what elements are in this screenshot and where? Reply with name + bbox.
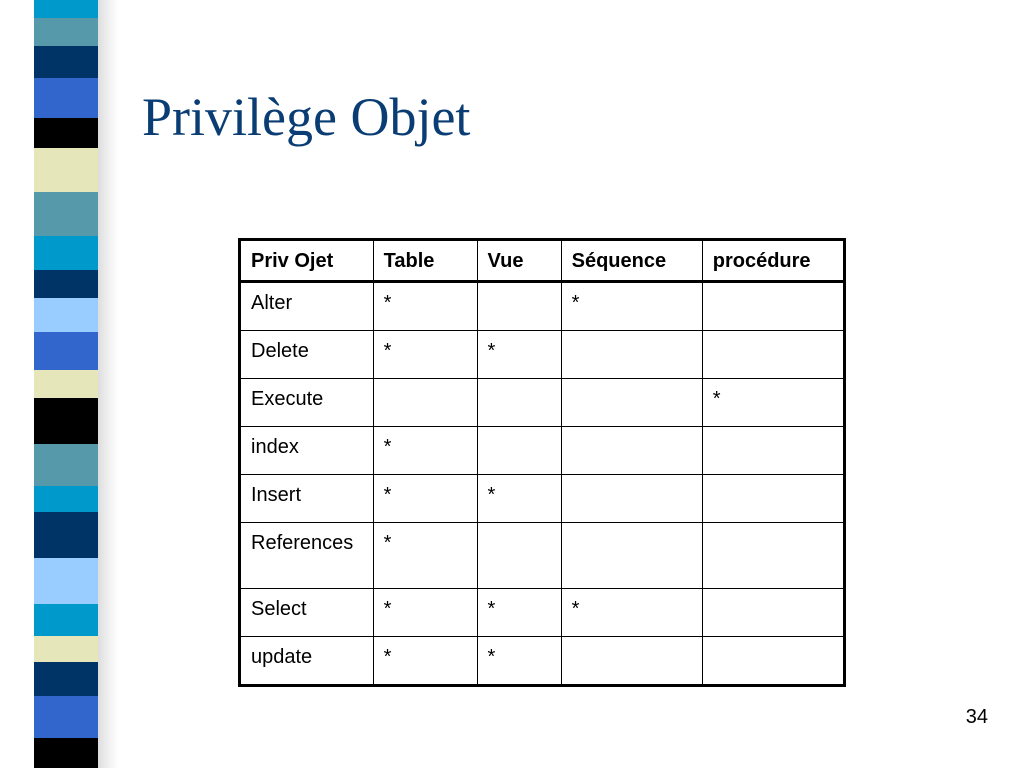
ribbon-stripe [34,46,98,78]
table-cell [561,475,702,523]
table-cell: * [702,379,844,427]
table-cell [702,282,844,331]
column-header: Vue [477,240,561,282]
ribbon-stripe [34,636,98,662]
column-header: procédure [702,240,844,282]
ribbon-stripe [34,370,98,398]
table-cell [702,475,844,523]
table-cell: * [373,523,477,589]
table-cell: * [373,589,477,637]
slide-number: 34 [965,706,988,728]
ribbon-stripe [34,696,98,738]
column-header: Priv Ojet [240,240,374,282]
ribbon-stripe [34,558,98,604]
ribbon-stripe [34,332,98,370]
table-cell [702,331,844,379]
table-row [240,589,845,637]
table-cell: * [561,589,702,637]
table-cell: Select [240,589,374,637]
table-cell: * [561,282,702,331]
table-cell: * [477,475,561,523]
table-cell: * [373,637,477,686]
table-cell [477,282,561,331]
ribbon-stripe [34,512,98,558]
table-cell [561,331,702,379]
table-cell: index [240,427,374,475]
table-row [240,331,845,379]
ribbon-stripe [34,298,98,332]
table-cell: Delete [240,331,374,379]
table-row [240,282,845,331]
table-cell [702,589,844,637]
table-cell: * [373,282,477,331]
table-cell: Execute [240,379,374,427]
table-cell: * [373,427,477,475]
ribbon-stripe [34,18,98,46]
table-cell [477,379,561,427]
table-row [240,427,845,475]
privilege-table [238,238,846,687]
table-row [240,523,845,589]
column-header: Séquence [561,240,702,282]
table-cell: update [240,637,374,686]
table-cell [702,427,844,475]
slide-title: Privilège Objet [142,87,471,147]
table-cell [477,427,561,475]
ribbon-stripe [34,444,98,486]
ribbon-stripe [34,118,98,148]
table-cell: * [373,475,477,523]
ribbon-stripe [34,398,98,444]
ribbon-stripe [34,486,98,512]
table-cell: * [477,637,561,686]
ribbon-stripe [34,78,98,118]
table-cell: Alter [240,282,374,331]
table-cell [561,637,702,686]
table-cell [702,523,844,589]
table-cell: Insert [240,475,374,523]
table-cell: * [477,589,561,637]
table-header-row [240,240,845,282]
ribbon-stripe [34,236,98,270]
table-cell [561,379,702,427]
ribbon-stripe [34,192,98,236]
table-row [240,637,845,686]
table-row [240,379,845,427]
table-cell [561,427,702,475]
ribbon-stripe [34,662,98,696]
ribbon-stripe [34,148,98,192]
table-cell: * [373,331,477,379]
ribbon-stripe [34,270,98,298]
table-cell: References [240,523,374,589]
table-cell [561,523,702,589]
table-cell [702,637,844,686]
ribbon-stripe [34,0,98,18]
table-cell [373,379,477,427]
column-header: Table [373,240,477,282]
decorative-ribbon [34,0,98,768]
table-cell [477,523,561,589]
table-row [240,475,845,523]
ribbon-stripe [34,604,98,636]
ribbon-stripe [34,738,98,768]
table-cell: * [477,331,561,379]
